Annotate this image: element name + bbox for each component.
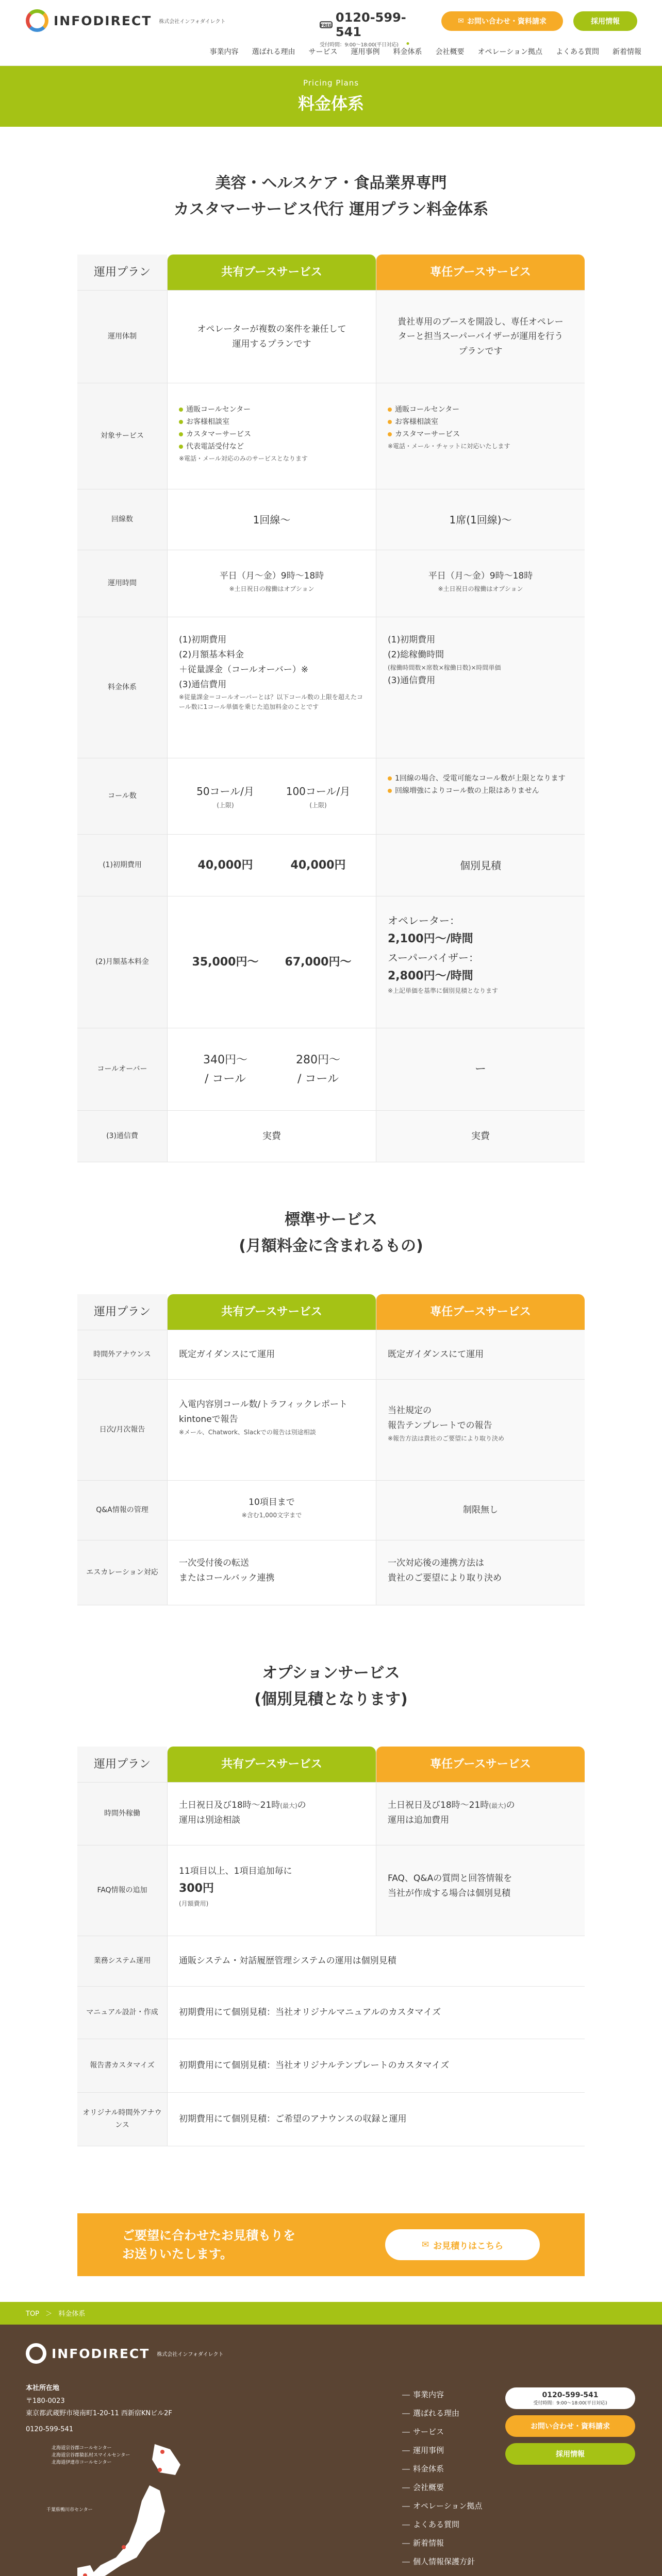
nav-item-cases[interactable]: 運用事例 [351, 48, 380, 56]
cell-shared: 既定ガイダンスにて運用 [167, 1330, 376, 1379]
table-row [77, 1028, 585, 1111]
nav-item-pricing[interactable]: 料金体系 [393, 46, 422, 57]
japan-map-icon [46, 2439, 201, 2576]
cell-shared: 35,000円〜 67,000円〜 [167, 896, 376, 1028]
breadcrumb-sep: ＞ [45, 2310, 53, 2318]
footer-link[interactable]: ― 選ばれる理由 [402, 2404, 482, 2422]
cell-shared: 11項目以上、1項目追加毎に 300円 (月額費用) [167, 1845, 376, 1936]
contact-label: お問い合わせ・資料請求 [467, 18, 547, 26]
table-row [77, 1330, 585, 1380]
svg-text:FREE: FREE [320, 23, 332, 28]
cell-dedicated: 通販コールセンター お客様相談室 カスタマーサービス ※電話・メール・チャットに対応いたします [376, 383, 585, 489]
std-title-line1: 標準サービス [285, 1211, 377, 1229]
std-title [0, 1207, 662, 1259]
plan-title-line2: カスタマーサービス代行 運用プラン料金体系 [173, 200, 489, 218]
nav-item-company[interactable]: 会社概要 [435, 48, 465, 56]
row-label: 対象サービス [77, 383, 167, 489]
plan-table [77, 255, 585, 1162]
header-label: 運用プラン [77, 1294, 167, 1330]
cell-dedicated: 一次対応後の連携方法は 貴社のご要望により取り決め [376, 1540, 585, 1605]
footer-logo-text: INFODIRECT [52, 2346, 150, 2361]
cell-dedicated: 土日祝日及び18時〜21時(最大)の 運用は追加費用 [376, 1783, 585, 1845]
row-label: 時間外アナウンス [77, 1330, 167, 1379]
row-label: FAQ情報の追加 [77, 1845, 167, 1936]
page-title: 料金体系 [297, 94, 364, 113]
nav-item-business[interactable]: 事業内容 [209, 48, 239, 56]
opt-title-line2: (個別見積となります) [254, 1690, 408, 1708]
footer-link[interactable]: ― 事業内容 [402, 2385, 482, 2404]
row-label: 料金体系 [77, 617, 167, 758]
cell-span: 初期費用にて個別見積：当社オリジナルマニュアルのカスタマイズ [167, 1987, 585, 2039]
table-row [77, 550, 585, 617]
site-footer [0, 2325, 662, 2576]
footer-link[interactable]: ― よくある質問 [402, 2515, 482, 2534]
logo-text: INFODIRECT [54, 13, 152, 28]
footer-link[interactable]: ― 料金体系 [402, 2460, 482, 2478]
table-row [77, 1845, 585, 1936]
table-row [77, 896, 585, 1028]
recruit-label: 採用情報 [591, 18, 620, 26]
footer-contact-button[interactable]: お問い合わせ・資料請求 [505, 2415, 635, 2437]
breadcrumb [0, 2302, 662, 2325]
plan-title-line1: 美容・ヘルスケア・食品業界専門 [215, 174, 447, 192]
cell-span: 通販システム・対話履歴管理システムの運用は個別見積 [167, 1936, 585, 1986]
row-label: コールオーバー [77, 1028, 167, 1110]
contact-button[interactable] [441, 11, 563, 31]
row-label: 日次/月次報告 [77, 1380, 167, 1480]
global-nav [210, 46, 641, 57]
nav-item-operation[interactable]: オペレーション拠点 [477, 48, 542, 56]
cell-shared: 平日（月〜金）9時〜18時 ※土日祝日の稼働はオプション [167, 550, 376, 617]
row-label: 時間外稼働 [77, 1783, 167, 1845]
table-row [77, 1481, 585, 1540]
table-row [77, 1540, 585, 1605]
nav-item-service[interactable]: サービス [308, 48, 338, 56]
footer-tel-button[interactable]: 0120-599-541 受付時間：9:00〜18:00(平日対応) [505, 2387, 635, 2409]
cell-dedicated: ー [376, 1028, 585, 1110]
cell-dedicated: 既定ガイダンスにて運用 [376, 1330, 585, 1379]
opt-title [0, 1660, 662, 1713]
nav-item-news[interactable]: 新着情報 [613, 48, 641, 56]
nav-item-reason[interactable]: 選ばれる理由 [252, 48, 295, 56]
footer-logo[interactable] [26, 2343, 223, 2364]
logo[interactable] [26, 9, 225, 32]
cell-shared: 通販コールセンター お客様相談室 カスタマーサービス 代表電話受付など ※電話・メール対応のみのサービスとなります [167, 383, 376, 489]
cell-shared: 1回線〜 [167, 489, 376, 550]
cta-banner [77, 2213, 585, 2276]
cell-dedicated: 制限無し [376, 1481, 585, 1540]
tel-number: 0120-599-541 [335, 10, 406, 39]
table-header-row [77, 255, 585, 291]
cell-shared: 一次受付後の転送 またはコールバック連携 [167, 1540, 376, 1605]
cell-dedicated: オペレーター： 2,100円〜/時間 スーパーバイザー： 2,800円〜/時間 ※上記単価を基準に個別見積となります [376, 896, 585, 1028]
row-label: オリジナル時間外アナウンス [77, 2093, 167, 2146]
footer-link[interactable]: ― オペレーション拠点 [402, 2497, 482, 2515]
footer-address: 本社所在地 〒180-0023 東京都武蔵野市境南町1-20-11 西新宿KNビル2F 0120-599-541 [26, 2384, 172, 2434]
opt-title-line1: オプションサービス [262, 1664, 400, 1682]
row-label: 回線数 [77, 489, 167, 550]
row-label: Q&A情報の管理 [77, 1481, 167, 1540]
estimate-label: お見積りはこちら [433, 2241, 504, 2251]
phone-icon [320, 21, 333, 29]
header-shared: 共有ブースサービス [167, 255, 376, 290]
estimate-button[interactable] [385, 2229, 540, 2260]
svg-text:北海道伊達市コールセンター: 北海道伊達市コールセンター [52, 2460, 112, 2465]
table-row [77, 489, 585, 550]
header-label: 運用プラン [77, 1747, 167, 1782]
table-row [77, 1111, 585, 1162]
mail-icon: ✉ [421, 2240, 429, 2250]
table-row [77, 1987, 585, 2039]
tel-note: 受付時間：9:00〜18:00(平日対応) [320, 42, 399, 48]
table-row [77, 1380, 585, 1481]
cell-dedicated: (1)初期費用 (2)総稼働時間 (稼働時間数×席数×稼働日数)×時間単価 (3)通信費用 [376, 617, 585, 758]
header-dedicated: 専任ブースサービス [376, 1294, 585, 1330]
cell-dedicated: 1回線の場合、受電可能なコール数が上限となります 回線増強によりコール数の上限はありません [376, 758, 585, 834]
cell-shared: 50コール/月 (上限) 100コール/月 (上限) [167, 758, 376, 834]
footer-link[interactable]: ― 会社概要 [402, 2478, 482, 2497]
cell-shared: 実費 [167, 1111, 376, 1162]
breadcrumb-top[interactable]: TOP [26, 2310, 40, 2318]
table-row [77, 383, 585, 489]
header-shared: 共有ブースサービス [167, 1747, 376, 1782]
row-label: 運用体制 [77, 291, 167, 383]
footer-logo-sub: 株式会社インフォダイレクト [157, 2351, 224, 2358]
table-row [77, 1783, 585, 1845]
cell-dedicated: 個別見積 [376, 835, 585, 896]
row-label: (1)初期費用 [77, 835, 167, 896]
table-header-row [77, 1294, 585, 1330]
recruit-button[interactable] [573, 11, 637, 31]
table-row [77, 758, 585, 835]
cta-text: ご要望に合わせたお見積もりを お送りいたします。 [122, 2228, 295, 2261]
opt-table [77, 1747, 585, 2146]
table-header-row [77, 1747, 585, 1783]
footer-nav [402, 2385, 482, 2571]
header-label: 運用プラン [77, 255, 167, 290]
footer-recruit-button[interactable]: 採用情報 [505, 2443, 635, 2465]
cell-shared: 10項目まで ※含む1,000文字まで [167, 1481, 376, 1540]
row-label: 運用時間 [77, 550, 167, 617]
header-shared: 共有ブースサービス [167, 1294, 376, 1330]
breadcrumb-current: 料金体系 [58, 2310, 86, 2318]
row-label: 業務システム運用 [77, 1936, 167, 1986]
cell-dedicated: 1席(1回線)〜 [376, 489, 585, 550]
row-label: (3)通信費 [77, 1111, 167, 1162]
std-table [77, 1294, 585, 1605]
svg-text:千葉県鴨川市センター: 千葉県鴨川市センター [46, 2507, 93, 2513]
header-dedicated: 専任ブースサービス [376, 1747, 585, 1782]
mail-icon: ✉ [458, 17, 464, 25]
cell-shared: 土日祝日及び18時〜21時(最大)の 運用は別途相談 [167, 1783, 376, 1845]
cell-dedicated: 平日（月〜金）9時〜18時 ※土日祝日の稼働はオプション [376, 550, 585, 617]
footer-link[interactable]: ― サービス [402, 2422, 482, 2441]
row-label: (2)月額基本料金 [77, 896, 167, 1028]
table-row [77, 617, 585, 758]
cell-dedicated: 貴社専用のブースを開設し、専任オペレーターと担当スーパーバイザーが運用を行うプランです [376, 291, 585, 383]
std-title-line2: (月額料金に含まれるもの) [239, 1237, 423, 1255]
row-label: エスカレーション対応 [77, 1540, 167, 1605]
footer-link[interactable]: ― 個人情報保護方針 [402, 2552, 482, 2571]
page-hero [0, 66, 662, 127]
footer-link[interactable]: ― 運用事例 [402, 2441, 482, 2460]
svg-text:北海道宗谷郡猿払村スマイルセンター: 北海道宗谷郡猿払村スマイルセンター [52, 2453, 130, 2458]
table-row [77, 1936, 585, 1987]
row-label: 報告書カスタマイズ [77, 2039, 167, 2092]
cell-shared: オペレーターが複数の案件を兼任して運用するプランです [167, 291, 376, 383]
cell-span: 初期費用にて個別見積：ご希望のアナウンスの収録と運用 [167, 2093, 585, 2146]
table-row [77, 2039, 585, 2093]
row-label: マニュアル設計・作成 [77, 1987, 167, 2039]
header-dedicated: 専任ブースサービス [376, 255, 585, 290]
cell-shared: (1)初期費用 (2)月額基本料金 ＋従量課金（コールオーバー）※ (3)通信費用 ※従量課金＝コールオーバーとは？以下コール数の上限を超えたコール数に1コール単価を乗じた追加料金のことです [167, 617, 376, 758]
plan-title [0, 170, 662, 223]
cell-shared: 40,000円 40,000円 [167, 835, 376, 896]
nav-item-faq[interactable]: よくある質問 [556, 48, 599, 56]
header-tel[interactable] [320, 10, 428, 48]
logo-sub: 株式会社インフォダイレクト [159, 19, 226, 25]
logo-mark-icon [26, 2343, 46, 2364]
footer-link[interactable]: ― 新着情報 [402, 2534, 482, 2552]
cell-shared: 入電内容別コール数/トラフィックレポート kintoneで報告 ※メール、Chatwork、Slackでの報告は別途相談 [167, 1380, 376, 1480]
table-row [77, 835, 585, 896]
cell-dedicated: 当社規定の 報告テンプレートでの報告 ※報告方法は貴社のご要望により取り決め [376, 1380, 585, 1480]
table-row [77, 291, 585, 383]
table-row [77, 2093, 585, 2146]
footer-buttons [505, 2387, 635, 2471]
cell-span: 初期費用にて個別見積：当社オリジナルテンプレートのカスタマイズ [167, 2039, 585, 2092]
svg-text:北海道宗谷郡コールセンター: 北海道宗谷郡コールセンター [52, 2446, 112, 2451]
logo-mark-icon [26, 9, 48, 32]
hero-en: Pricing Plans [303, 78, 359, 88]
cell-shared: 340円〜 / コール 280円〜 / コール [167, 1028, 376, 1110]
cell-dedicated: 実費 [376, 1111, 585, 1162]
cell-dedicated: FAQ、Q&Aの質問と回答情報を 当社が作成する場合は個別見積 [376, 1845, 585, 1936]
row-label: コール数 [77, 758, 167, 834]
site-header [0, 0, 662, 66]
